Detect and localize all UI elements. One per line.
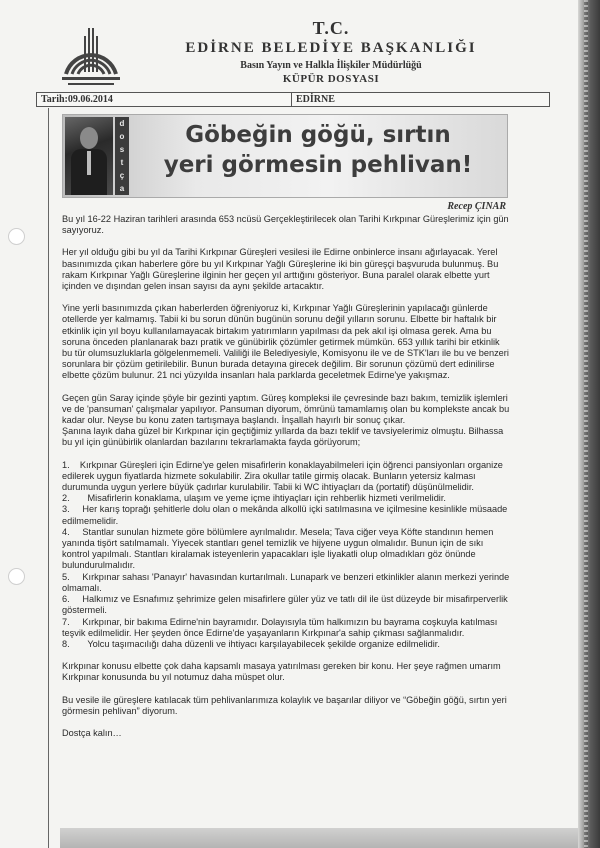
article-paragraph: Geçen gün Saray içinde şöyle bir gezinti yaptım. Güreş kompleksi ile çevresinde bazı bakım, temizlik işlemleri ve de 'pansuman' çalışmalar yapılıyor. Pansuman diyorum, ömrünü tamamlamış olan bu komplekste ancak bu kadar olur. Neyse bu konu zaten tartışmaya başlandı. İnşallah hayırlı bir sonuç çıkar. Şanına layık daha güzel bir Kırkpınar için geçtiğimiz yıllarda da bazı teklif ve tavsiyelerimiz olmuştu. Bilhassa bu yıl için günübirlik olanlardan bazılarını tekrarlamakta fayda görüyorum; [62,392,510,448]
article-paragraph: Her yıl olduğu gibi bu yıl da Tarihi Kırkpınar Güreşleri vesilesi ile Edirne onbinlerce insanı ağırlayacak. Yerel basınımızda çıkan haberlere göre bu yıl Kırkpınar Yağlı Güreşlerine iki bin güreşçi başvuruda bulunmuş. Bu rakam Kırkpınar Yağlı Güreşlerine ilginin her geçen yıl arttığını gösteriyor. Buna paralel olarak elbette yurt içinden ve dışından gelen insan sayısı da aynı şekilde artacaktır. [62,247,499,292]
list-item: 7. Kırkpınar, bir bakıma Edirne'nin bayramıdır. Dolayısıyla tüm halkımızın bu bayrama coşkuyla katılması teşvik edilmelidir. Her şeyden önce Edirne'de yaşayanların Kırkpınar'a sahip çıkması sağlanmalıdır. [62,616,498,638]
author-photo [65,117,113,195]
punch-hole-top [8,228,25,245]
city-label: EDİRNE [296,94,335,105]
strip-letter: ç [119,170,125,180]
strip-letter: a [119,183,125,193]
list-item: 2. Misafirlerin konaklama, ulaşım ve yeme içme ihtiyaçları için rehberlik hizmeti verilmelidir. [62,493,446,504]
article-paragraph: Yine yerli basınımızda çıkan haberlerden öğreniyoruz ki, Kırkpınar Yağlı Güreşlerinin yapılacağı günlerde otellerde yer kalmamış. Tabii ki bu sorun dünün bugünün sorunu değil yılların sorunu. Elbette bir haftalık bir etkinlik için yıl boyu kullanılamayacak birtakım yatırımların yapılması da pek akıl işi olmasa gerek. Ama bu soruna önceden planlanarak bazı pratik ve günübirlik çözümler getirmek mümkün. 653 yıllık tarihi bir etkinlik bu tür olumsuzluklarla gölgelenmemeli. Valiliği ile Belediyesiyle, Komisyonu ile ve de STK'ları ile bu ve benzeri sorunlara bir çözüm getirilebilir. Bunun burada detayına girecek değilim. Bir sorunun çözümü dert edinilirse elbette çözüm bulunur. 21 nci yüzyılda insanları hala parklarda geceletmek Edirne'ye yakışmaz. [62,303,509,381]
list-item: 8. Yolcu taşımacılığı daha düzenli ve ihtiyacı karşılayabilecek şekilde organize edilmelidir. [62,638,440,649]
strip-letter: d [119,118,125,128]
clipping-file-label: KÜPÜR DOSYASI [282,73,380,85]
list-item: 3. Her karış toprağı şehitlerle dolu olan o mekânda alkollü içki satılmasına ve içilmesine kesinlikle müsaade edilmemelidir. [62,504,508,526]
list-item: 6. Halkımız ve Esnafımız şehrimize gelen misafirlere güler yüz ve tatlı dil ile üst düzeyde bir misafirperverlik göstermeli. [62,594,508,616]
strip-letter: t [120,157,124,167]
recommendation-list [62,460,510,650]
list-item: 1. Kırkpınar Güreşleri için Edirne'ye gelen misafirlerin konaklayabilmeleri için öğrenci pansiyonları organize edilerek uygun fiyatlarda hizmete sokulabilir. Zira okullar tatile girmiş olacak. Bunların yetersiz kalması durumunda uygun yerlere büyük çadırlar kurulabilir. Tabii ki WC ihtiyaçları da (portatif) düşünülmelidir. [62,459,503,493]
headline-line-1: Göbeğin göğü, sırtın [185,122,451,148]
list-item: 5. Kırkpınar sahası 'Panayır' havasından kurtarılmalı. Lunapark ve benzeri etkinlikler alanın merkezi yerinde olmamalı. [62,571,510,593]
punch-hole-bottom [8,568,25,585]
municipality-title: EDİRNE BELEDİYE BAŞKANLIĞI [185,40,477,56]
closing-paragraph: Bu vesile ile güreşlere katılacak tüm pehlivanlarımıza kolaylık ve başarılar diliyor ve “Göbeğin göğü, sırtın yeri görmesin pehlivan” diyorum. [62,694,507,716]
list-item: 4. Stantlar sunulan hizmete göre bölümlere ayrılmalıdır. Mesela; Tava ciğer veya Köfte standının hemen yanında tişört satılmamalı. Yiyecek stantları genel temizlik ve hijyene uygun olmalıdır. Bunun için de sıkı kontrol yapılmalı. Stantları kiralamak isteyenlerin yapacakları işle liyakatli olup olmadıkları göz önünde bulundurulmalıdır. [62,526,494,571]
author-photo-head [80,127,98,149]
article-body [62,214,510,739]
newspaper-article [62,114,510,739]
department-name: Basın Yayın ve Halkla İlişkiler Müdürlüğü [240,60,422,71]
article-paragraph: Bu yıl 16-22 Haziran tarihleri arasında 653 ncüsü Gerçekleştirilecek olan Tarihi Kırkpınar Güreşlerimiz için gün sayıyoruz. [62,214,509,236]
column-name-strip [115,117,129,195]
tc-label: T.C. [312,18,350,38]
article-byline: Recep ÇINAR [447,201,506,212]
closing-paragraph: Kırkpınar konusu elbette çok daha kapsamlı masaya yatırılması gereken bir konu. Her şeye rağmen umarım Kırkpınar konusunda bu yıl notumuz daha müspet olur. [62,661,501,683]
edirne-municipality-logo-icon [58,22,124,92]
article-headline [133,120,503,180]
info-bar [36,92,550,107]
article-banner [62,114,508,198]
strip-letter: s [119,144,125,154]
date-label: Tarih:09.06.2014 [37,93,292,106]
scan-page-edge [578,0,600,848]
article-signoff: Dostça kalın… [62,727,122,738]
author-photo-tie [87,151,91,175]
strip-letter: o [119,131,125,141]
headline-line-2: yeri görmesin pehlivan! [163,152,473,178]
